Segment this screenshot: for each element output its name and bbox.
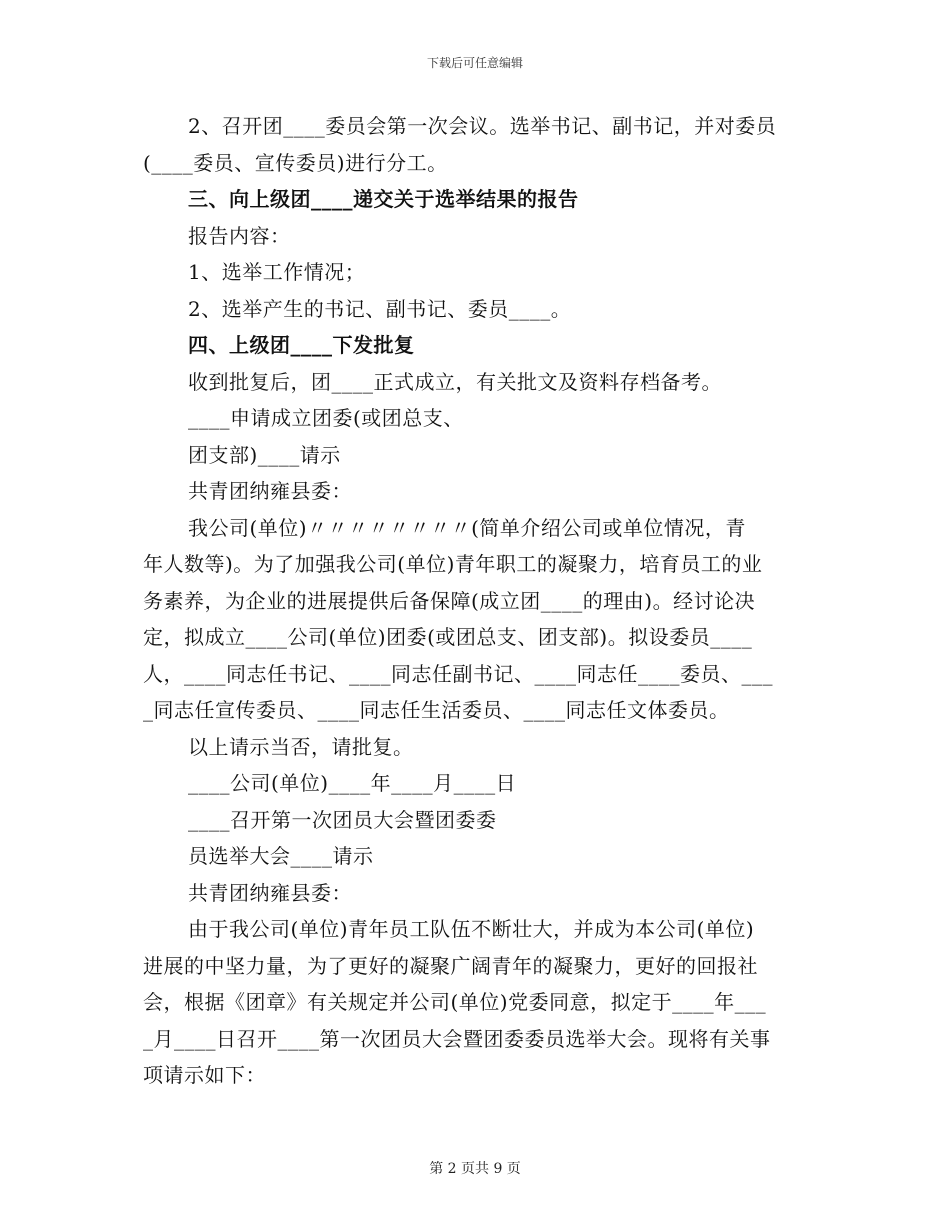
- text-line: 共青团纳雍县委：: [188, 880, 352, 905]
- section-heading: 三、向上级团____递交关于选举结果的报告: [188, 187, 579, 211]
- text-line: 年人数等)。为了加强我公司(单位)青年职工的凝聚力，培育员工的业: [143, 552, 763, 576]
- page-header: 下载后可任意编辑: [426, 56, 523, 70]
- text-line: 务素养，为企业的进展提供后备保障(成立团____的理由)。经讨论决: [143, 588, 756, 613]
- text-line: 定，拟成立____公司(单位)团委(或团总支、团支部)。拟设委员____: [143, 625, 753, 649]
- text-line: 由于我公司(单位)青年员工队伍不断壮大，并成为本公司(单位): [188, 917, 755, 941]
- text-line: 进展的中坚力量，为了更好的凝聚广阔青年的凝聚力，更好的回报社: [143, 953, 758, 978]
- text-line: 会，根据《团章》有关规定并公司(单位)党委同意，拟定于____年___: [143, 990, 767, 1014]
- text-line: 人，____同志任书记、____同志任副书记、____同志任____委员、___: [143, 661, 773, 686]
- text-line: _同志任宣传委员、____同志任生活委员、____同志任文体委员。: [143, 698, 730, 722]
- text-line: 2、选举产生的书记、副书记、委员____。: [188, 296, 572, 321]
- text-line: ____申请成立团委(或团总支、: [188, 406, 464, 430]
- text-line: 团支部)____请示: [188, 442, 341, 467]
- text-line: 2、召开团____委员会第一次会议。选举书记、副书记，并对委员: [188, 114, 777, 138]
- text-line: _月____日召开____第一次团员大会暨团委委员选举大会。现将有关事: [143, 1026, 771, 1051]
- text-line: 项请示如下：: [143, 1063, 266, 1087]
- page-footer: 第 2 页共 9 页: [429, 1161, 521, 1177]
- text-line: 报告内容：: [188, 223, 291, 248]
- text-line: ____公司(单位)____年____月____日: [188, 771, 517, 795]
- document-body: [143, 108, 809, 1094]
- section-heading: 四、上级团____下发批复: [188, 333, 415, 357]
- text-line: 共青团纳雍县委：: [188, 479, 352, 503]
- text-line: 我公司(单位)〃〃〃〃〃〃〃〃(简单介绍公司或单位情况，青: [188, 515, 746, 540]
- text-line: 收到批复后，团____正式成立，有关批文及资料存档备考。: [188, 369, 722, 394]
- text-line: 1、选举工作情况；: [188, 260, 366, 284]
- text-line: (____委员、宣传委员)进行分工。: [143, 150, 448, 175]
- text-line: ____召开第一次团员大会暨团委委: [188, 807, 497, 832]
- text-line: 以上请示当否，请批复。: [188, 734, 414, 759]
- text-line: 员选举大会____请示: [188, 844, 374, 868]
